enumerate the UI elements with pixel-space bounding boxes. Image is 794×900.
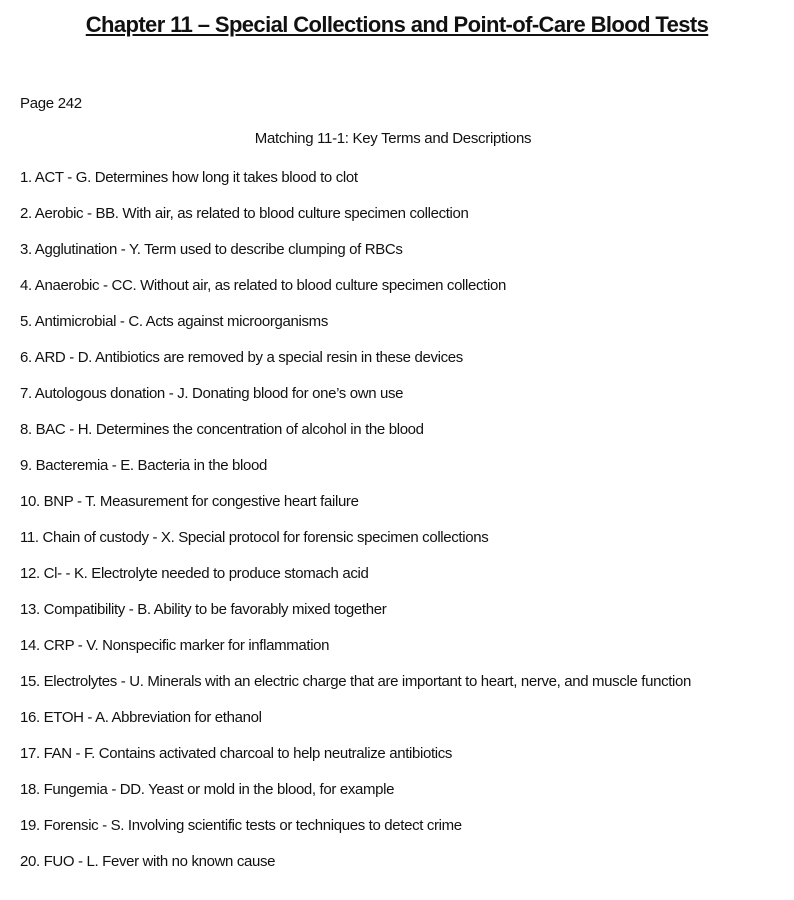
list-item: 13. Compatibility - B. Ability to be favorably mixed together	[20, 601, 387, 618]
chapter-title: Chapter 11 – Special Collections and Point-of-Care Blood Tests	[85, 12, 709, 37]
list-item: 17. FAN - F. Contains activated charcoal to help neutralize antibiotics	[20, 745, 453, 762]
list-item: 15. Electrolytes - U. Minerals with an electric charge that are important to heart, nerve, and muscle function	[20, 673, 691, 690]
list-item: 9. Bacteremia - E. Bacteria in the blood	[20, 457, 267, 474]
list-item: 18. Fungemia - DD. Yeast or mold in the blood, for example	[20, 781, 395, 798]
list-item: 3. Agglutination - Y. Term used to describe clumping of RBCs	[20, 241, 403, 258]
list-item: 19. Forensic - S. Involving scientific tests or techniques to detect crime	[20, 817, 462, 834]
page-number: Page 242	[20, 95, 82, 112]
list-item: 20. FUO - L. Fever with no known cause	[20, 853, 276, 870]
list-item: 7. Autologous donation - J. Donating blood for one’s own use	[20, 385, 404, 402]
matching-list	[20, 166, 760, 886]
list-item: 5. Antimicrobial - C. Acts against microorganisms	[20, 313, 328, 330]
list-item: 8. BAC - H. Determines the concentration of alcohol in the blood	[20, 421, 424, 438]
list-item: 6. ARD - D. Antibiotics are removed by a special resin in these devices	[20, 349, 463, 366]
list-item: 16. ETOH - A. Abbreviation for ethanol	[20, 709, 262, 726]
list-item: 12. Cl- - K. Electrolyte needed to produce stomach acid	[20, 565, 369, 582]
list-item: 11. Chain of custody - X. Special protocol for forensic specimen collections	[20, 529, 489, 546]
list-item: 4. Anaerobic - CC. Without air, as related to blood culture specimen collection	[20, 277, 506, 294]
list-item: 2. Aerobic - BB. With air, as related to blood culture specimen collection	[20, 205, 469, 222]
section-title: Matching 11-1: Key Terms and Descriptions	[254, 130, 532, 147]
list-item: 10. BNP - T. Measurement for congestive heart failure	[20, 493, 359, 510]
list-item: 1. ACT - G. Determines how long it takes blood to clot	[20, 169, 358, 186]
list-item: 14. CRP - V. Nonspecific marker for inflammation	[20, 637, 330, 654]
